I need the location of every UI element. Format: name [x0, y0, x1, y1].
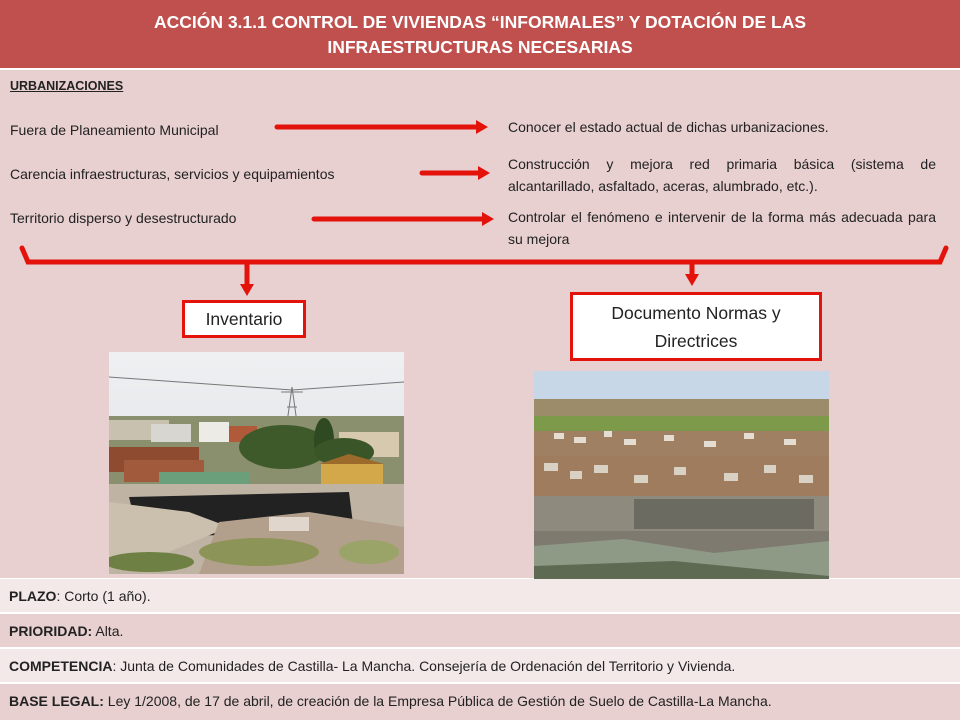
base-legal-value: Ley 1/2008, de 17 de abril, de creación de la Empresa Pública de Gestión de Suelo de Castilla-La Mancha.: [103, 693, 772, 709]
plazo-value: Corto (1 año).: [60, 588, 151, 604]
action-1: Conocer el estado actual de dichas urbanizaciones.: [508, 119, 829, 135]
documento-line-1: Documento Normas y: [611, 303, 781, 323]
detail-base-legal: [0, 684, 960, 720]
competencia-sep: :: [112, 658, 117, 674]
base-legal-label: BASE LEGAL:: [9, 693, 104, 709]
competencia-label: COMPETENCIA: [9, 658, 113, 674]
detail-plazo: [0, 579, 960, 613]
competencia-value: Junta de Comunidades de Castilla- La Mancha. Consejería de Ordenación del Territorio y Vivienda.: [116, 658, 736, 674]
prioridad-value: Alta.: [92, 623, 124, 639]
detail-prioridad: [0, 614, 960, 648]
documento-line-2: Directrices: [654, 331, 738, 351]
plazo-label: PLAZO: [9, 588, 57, 604]
action-3: Controlar el fenómeno e intervenir de la forma más adecuada para su mejora: [508, 209, 936, 247]
detail-competencia: [0, 649, 960, 683]
prioridad-label: PRIORIDAD:: [9, 623, 93, 639]
action-2: Construcción y mejora red primaria básica (sistema de alcantarillado, asfaltado, aceras, alumbrado, etc.).: [508, 156, 936, 194]
problem-1: Fuera de Planeamiento Municipal: [10, 122, 219, 138]
inventario-label: Inventario: [205, 309, 283, 329]
plazo-sep: :: [56, 588, 61, 604]
title-line-2: INFRAESTRUCTURAS NECESARIAS: [327, 37, 633, 57]
title-line-1: ACCIÓN 3.1.1 CONTROL DE VIVIENDAS “INFORMALES” Y DOTACIÓN DE LAS: [153, 12, 807, 32]
section-heading: URBANIZACIONES: [10, 79, 124, 93]
problem-2: Carencia infraestructuras, servicios y equipamientos: [10, 166, 335, 182]
problem-3: Territorio disperso y desestructurado: [10, 210, 237, 226]
